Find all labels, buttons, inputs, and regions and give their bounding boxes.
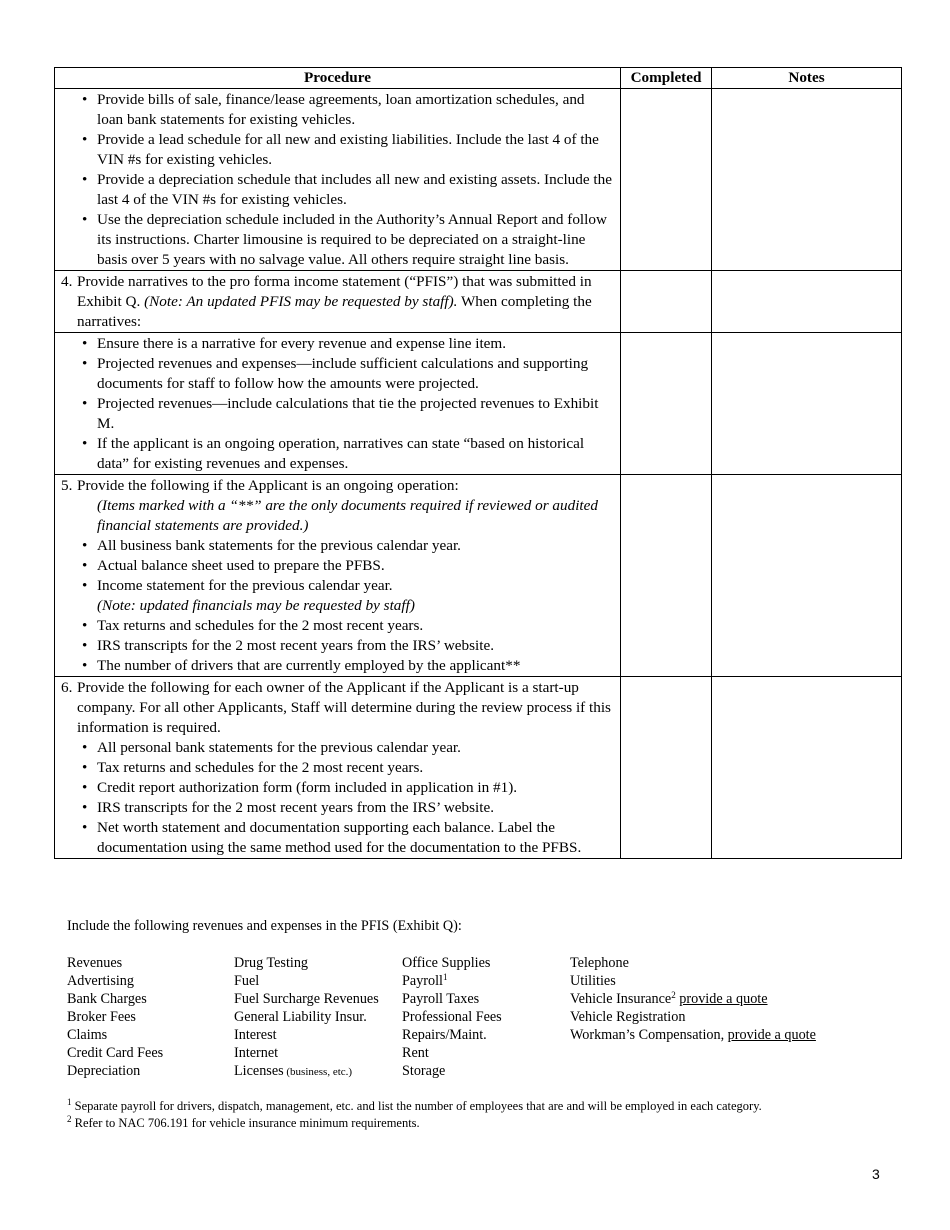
list-item: General Liability Insur. — [234, 1009, 367, 1025]
list-item: Credit Card Fees — [67, 1045, 164, 1061]
header-procedure: Procedure — [55, 68, 621, 89]
list-item: • All personal bank statements for the previous calendar year. — [77, 738, 614, 758]
item-5: 5. Provide the following if the Applicant is an ongoing operation: — [61, 477, 459, 494]
table-row — [55, 677, 902, 859]
expense-column-4 — [570, 954, 816, 1044]
list-item: Fuel Surcharge Revenues — [234, 991, 379, 1007]
completed-cell[interactable] — [621, 89, 712, 271]
list-item: Broker Fees — [67, 1009, 136, 1025]
list-item: Bank Charges — [67, 991, 147, 1007]
list-item: Utilities — [570, 973, 616, 989]
completed-cell[interactable] — [621, 333, 712, 475]
list-item: • Income statement for the previous calendar year. — [77, 576, 614, 596]
list-item: Vehicle Registration — [570, 1009, 686, 1025]
list-item: Revenues — [67, 955, 123, 971]
expenses-intro: Include the following revenues and expenses in the PFIS (Exhibit Q): — [67, 918, 462, 934]
procedure-table — [54, 67, 902, 859]
list-item: • Tax returns and schedules for the 2 most recent years. — [77, 758, 614, 778]
table-row — [55, 271, 902, 333]
list-item: • Projected revenues and expenses—include sufficient calculations and supporting documents for staff to follow how the amounts were projected. — [77, 354, 614, 394]
expense-column-1 — [67, 954, 163, 1080]
notes-cell[interactable] — [712, 475, 902, 677]
footnote-ref: 2 — [671, 990, 676, 1000]
procedure-cell — [55, 271, 621, 333]
table-row — [55, 475, 902, 677]
list-item: Workman’s Compensation, provide a quote — [570, 1027, 816, 1043]
procedure-cell — [55, 333, 621, 475]
list-item: Fuel — [234, 973, 260, 989]
list-item: Payroll Taxes — [402, 991, 480, 1007]
completed-cell[interactable] — [621, 475, 712, 677]
list-item: • Actual balance sheet used to prepare the PFBS. — [77, 556, 614, 576]
list-item: • IRS transcripts for the 2 most recent years from the IRS’ website. — [77, 636, 614, 656]
list-item: • Provide a lead schedule for all new and existing liabilities. Include the last 4 of the VIN #s for existing vehicles. — [77, 130, 614, 170]
list-item: Interest — [234, 1027, 277, 1043]
notes-cell[interactable] — [712, 677, 902, 859]
list-item: • Use the depreciation schedule included in the Authority’s Annual Report and follow its instructions. Charter limousine is required to be depreciated on a straight-line basis over 5 years with no salvage value. All others require straight line basis. — [77, 210, 614, 270]
page-number: 3 — [872, 1166, 880, 1182]
list-item: • Tax returns and schedules for the 2 most recent years. — [77, 616, 614, 636]
list-item: Advertising — [67, 973, 134, 989]
list-item: Payroll$^1$ — [402, 972, 448, 989]
list-item: Licenses (business, etc.) — [234, 1063, 353, 1079]
list-item: Telephone — [570, 955, 629, 971]
header-completed: Completed — [621, 68, 712, 89]
list-item: • Provide bills of sale, finance/lease agreements, loan amortization schedules, and loan bank statements for existing vehicles. — [77, 90, 614, 130]
list-item: Claims — [67, 1027, 108, 1043]
procedure-cell — [55, 677, 621, 859]
list-item: Drug Testing — [234, 955, 309, 971]
list-item: • Ensure there is a narrative for every revenue and expense line item. — [77, 334, 614, 354]
item-5-note-2: (Note: updated financials may be requested by staff) — [97, 597, 415, 614]
list-item: Vehicle Insurance$^2$ provide a quote — [570, 990, 768, 1007]
expense-column-3 — [402, 954, 502, 1080]
item-5-note: (Items marked with a “**” are the only documents required if reviewed or audited financial statements are provided.) — [97, 497, 598, 534]
list-item: Depreciation — [67, 1063, 141, 1079]
notes-cell[interactable] — [712, 89, 902, 271]
footnote-1: $^1$ Separate payroll for drivers, dispatch, management, etc. and list the number of employees that are and will be employed in each category. — [67, 1097, 762, 1113]
list-item: • The number of drivers that are currently employed by the applicant** — [77, 656, 614, 676]
table-row — [55, 89, 902, 271]
provide-quote-link[interactable]: provide a quote — [679, 991, 768, 1007]
completed-cell[interactable] — [621, 271, 712, 333]
footnote-2: $^2$ Refer to NAC 706.191 for vehicle insurance minimum requirements. — [67, 1114, 420, 1130]
completed-cell[interactable] — [621, 677, 712, 859]
list-item: Storage — [402, 1063, 446, 1079]
list-item: • All business bank statements for the previous calendar year. — [77, 536, 614, 556]
header-notes: Notes — [712, 68, 902, 89]
procedure-cell — [55, 89, 621, 271]
item-4: 4. Provide narratives to the pro forma income statement (“PFIS”) that was submitted in Exhibit Q. (Note: An updated PFIS may be requested by staff). When completing the narratives: — [61, 273, 592, 330]
list-item: Rent — [402, 1045, 429, 1061]
notes-cell[interactable] — [712, 271, 902, 333]
list-item: • If the applicant is an ongoing operation, narratives can state “based on historical data” for existing revenues and expenses. — [77, 434, 614, 474]
expense-column-2 — [234, 954, 379, 1080]
provide-quote-link[interactable]: provide a quote — [727, 1027, 816, 1043]
list-item: • Net worth statement and documentation supporting each balance. Label the documentation using the same method used for the documentation to the PFBS. — [77, 818, 614, 858]
list-item: • Projected revenues—include calculations that tie the projected revenues to Exhibit M. — [77, 394, 614, 434]
list-item: • Provide a depreciation schedule that includes all new and existing assets. Include the last 4 of the VIN #s for existing vehicles. — [77, 170, 614, 210]
list-item: • Credit report authorization form (form included in application in #1). — [77, 778, 614, 798]
item-6: 6. Provide the following for each owner of the Applicant if the Applicant is a start-up company. For all other Applicants, Staff will determine during the review process if this information is required. — [61, 679, 611, 736]
procedure-cell — [55, 475, 621, 677]
footnote-ref: 1 — [442, 972, 448, 982]
list-item: Professional Fees — [402, 1009, 502, 1025]
list-item: • IRS transcripts for the 2 most recent years from the IRS’ website. — [77, 798, 614, 818]
notes-cell[interactable] — [712, 333, 902, 475]
list-item: Repairs/Maint. — [402, 1027, 487, 1043]
table-header-row — [55, 68, 902, 89]
table-row — [55, 333, 902, 475]
list-item: Internet — [234, 1045, 279, 1061]
list-item: Office Supplies — [402, 955, 491, 971]
